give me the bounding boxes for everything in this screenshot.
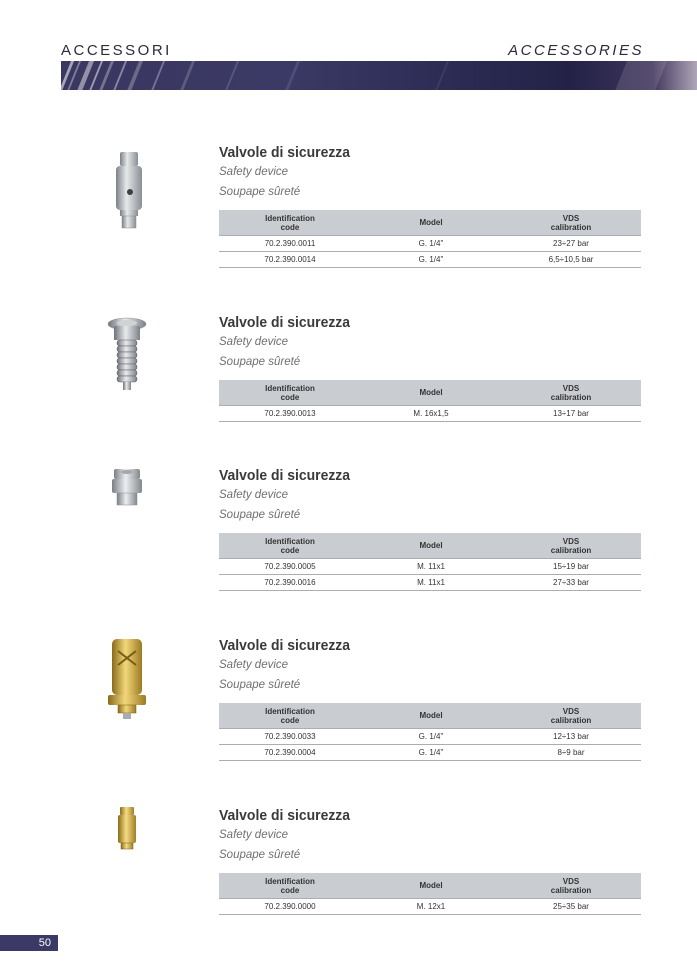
cell-model: M. 11x1	[361, 575, 501, 591]
col-vds-calibration: VDS calibration	[501, 873, 641, 899]
table-row	[219, 252, 641, 268]
cell-code: 70.2.390.0004	[219, 745, 361, 761]
header-banner	[61, 61, 697, 90]
col-model: Model	[361, 380, 501, 406]
col-vds-calibration: VDS calibration	[501, 210, 641, 236]
product-section	[0, 314, 697, 474]
cell-model: M. 16x1,5	[361, 406, 501, 422]
table-row	[219, 899, 641, 915]
cell-vds: 15÷19 bar	[501, 559, 641, 575]
cell-vds: 8÷9 bar	[501, 745, 641, 761]
col-identification-code: Identification code	[219, 703, 361, 729]
product-subtitle-french: Soupape sûreté	[219, 186, 301, 198]
col-model: Model	[361, 533, 501, 559]
specification-table	[219, 703, 641, 761]
specification-table	[219, 380, 641, 422]
cell-code: 70.2.390.0014	[219, 252, 361, 268]
cell-vds: 23÷27 bar	[501, 236, 641, 252]
cell-vds: 25÷35 bar	[501, 899, 641, 915]
product-section	[0, 467, 697, 627]
product-section	[0, 807, 697, 967]
small-safety-valve-image	[100, 467, 160, 567]
specification-table	[219, 533, 641, 591]
product-title: Valvole di sicurezza	[219, 144, 351, 161]
col-identification-code: Identification code	[219, 210, 361, 236]
table-header-row	[219, 533, 641, 559]
product-subtitle-french: Soupape sûreté	[219, 356, 301, 368]
table-header-row	[219, 210, 641, 236]
table-header-row	[219, 873, 641, 899]
product-subtitle-french: Soupape sûreté	[219, 509, 301, 521]
cell-code: 70.2.390.0033	[219, 729, 361, 745]
product-section	[0, 637, 697, 797]
cell-code: 70.2.390.0000	[219, 899, 361, 915]
product-subtitle-english: Safety device	[219, 489, 289, 501]
specification-table	[219, 210, 641, 268]
cell-model: G. 1/4"	[361, 729, 501, 745]
specification-table	[219, 873, 641, 915]
table-row	[219, 575, 641, 591]
product-subtitle-english: Safety device	[219, 659, 289, 671]
col-model: Model	[361, 703, 501, 729]
cell-code: 70.2.390.0016	[219, 575, 361, 591]
table-row	[219, 559, 641, 575]
cell-model: M. 12x1	[361, 899, 501, 915]
product-title: Valvole di sicurezza	[219, 467, 351, 484]
cell-vds: 27÷33 bar	[501, 575, 641, 591]
product-subtitle-english: Safety device	[219, 166, 289, 178]
small-brass-valve-image	[100, 807, 160, 907]
table-header-row	[219, 703, 641, 729]
table-row	[219, 406, 641, 422]
cell-model: G. 1/4"	[361, 236, 501, 252]
cell-code: 70.2.390.0005	[219, 559, 361, 575]
col-vds-calibration: VDS calibration	[501, 533, 641, 559]
cell-vds: 6,5÷10,5 bar	[501, 252, 641, 268]
col-identification-code: Identification code	[219, 873, 361, 899]
brass-safety-valve-image	[100, 637, 160, 737]
safety-valve-image	[100, 144, 160, 244]
cell-code: 70.2.390.0013	[219, 406, 361, 422]
table-row	[219, 236, 641, 252]
col-vds-calibration: VDS calibration	[501, 703, 641, 729]
product-subtitle-french: Soupape sûreté	[219, 679, 301, 691]
table-row	[219, 729, 641, 745]
product-title: Valvole di sicurezza	[219, 637, 351, 654]
table-row	[219, 745, 641, 761]
table-header-row	[219, 380, 641, 406]
spring-safety-valve-image	[100, 314, 160, 414]
cell-vds: 13÷17 bar	[501, 406, 641, 422]
product-subtitle-french: Soupape sûreté	[219, 849, 301, 861]
product-section	[0, 144, 697, 304]
cell-vds: 12÷13 bar	[501, 729, 641, 745]
col-model: Model	[361, 210, 501, 236]
page-number: 50	[0, 935, 58, 951]
col-model: Model	[361, 873, 501, 899]
cell-model: G. 1/4"	[361, 252, 501, 268]
cell-model: G. 1/4"	[361, 745, 501, 761]
product-subtitle-english: Safety device	[219, 336, 289, 348]
col-identification-code: Identification code	[219, 380, 361, 406]
product-title: Valvole di sicurezza	[219, 807, 351, 824]
product-title: Valvole di sicurezza	[219, 314, 351, 331]
cell-model: M. 11x1	[361, 559, 501, 575]
product-subtitle-english: Safety device	[219, 829, 289, 841]
col-vds-calibration: VDS calibration	[501, 380, 641, 406]
header-title-italian: ACCESSORI	[61, 42, 172, 59]
cell-code: 70.2.390.0011	[219, 236, 361, 252]
col-identification-code: Identification code	[219, 533, 361, 559]
header-title-english: ACCESSORIES	[508, 42, 644, 59]
